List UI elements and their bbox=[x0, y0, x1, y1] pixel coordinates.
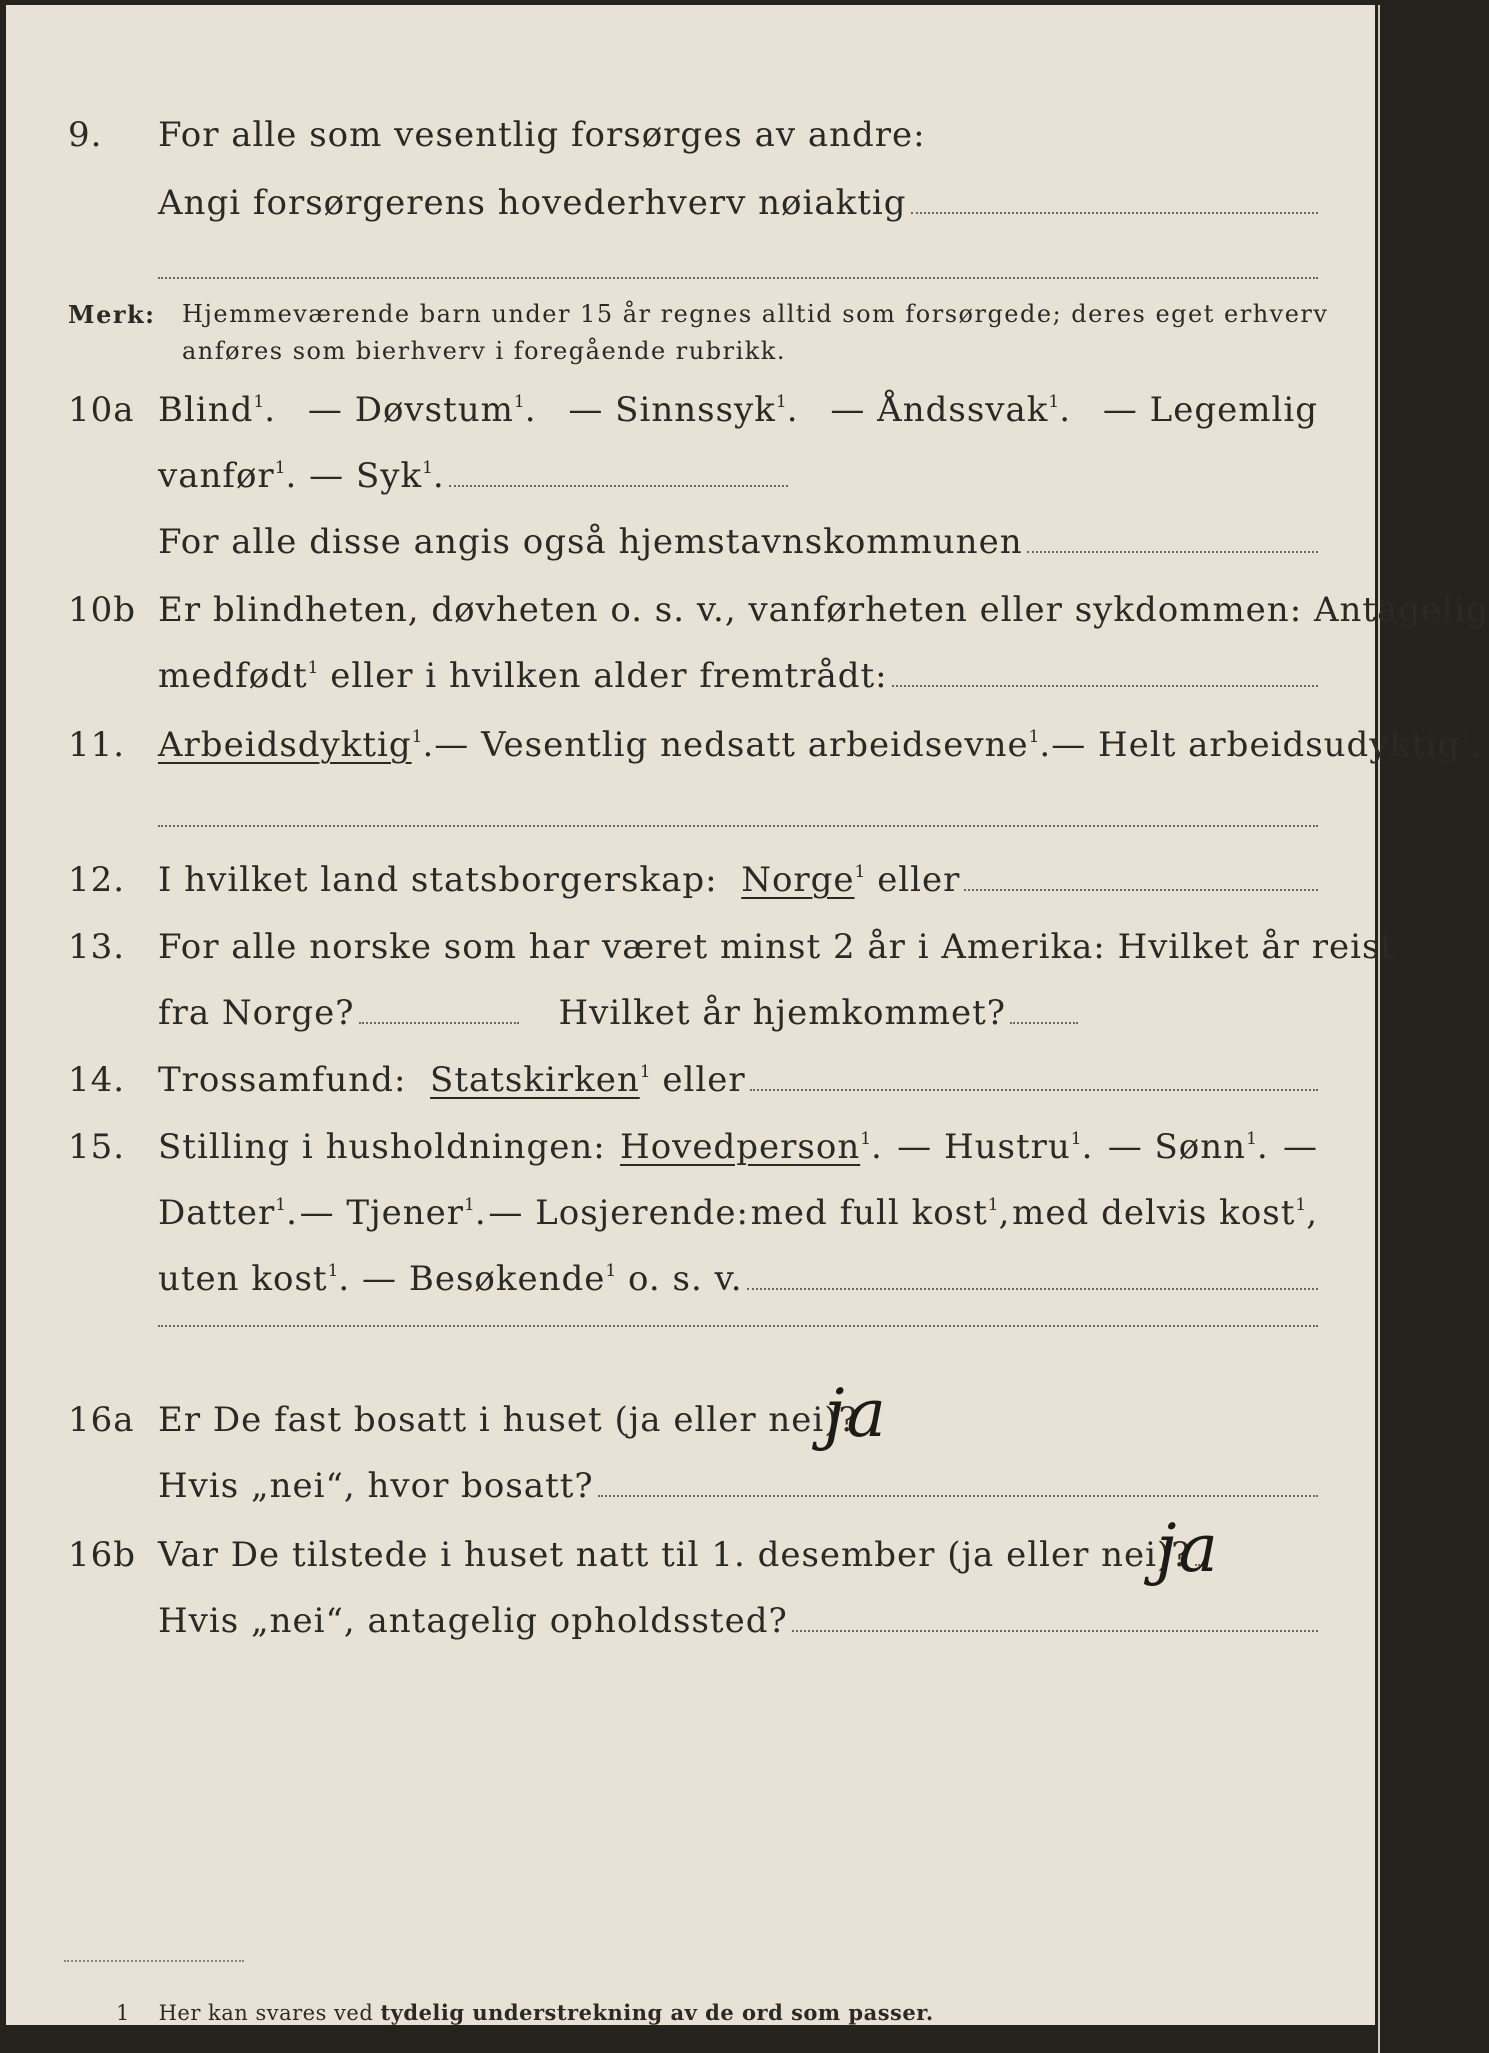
option-eller: eller bbox=[877, 860, 961, 900]
option-datter: Datter$^1$. bbox=[158, 1193, 298, 1233]
question-text: Hvilket år hjemkommet? bbox=[558, 993, 1007, 1033]
census-form-page: 9. For alle som vesentlig forsørges av andre: Angi forsørgerens hovederhverv nøiaktig Merk: Hjemmeværende barn under 15 år regnes alltid som forsørgede; deres eget erhverv anføres som bierhverv i foregående rubrikk. 10a Blind$^1$. — Døvstum$^1$. — Sinnssyk$^1$. — Åndssvak$^1$. — Legemlig vanfør$^1$. — Syk$^1$. For alle disse angis også hjemstavnskommunen 10b Er blindheten, døvheten o. s. v., vanførheten eller sykdommen: Antagelig medfødt$^1$ eller i hvilken alder fremtrådt: 11. Arbeidsdyktig$^1$. — Vesentlig nedsatt arbeidsevne$^1$. — Helt arbeidsudyktig$^1$. 12. I hvilket land statsborgerskap: Norge$^1$ eller 13. For alle norske som har været minst 2 år i Amerika: Hvilket år reist fra Norge? Hvilket år hjemkommet? 14. Trossamfund: Statskirken$^1$ eller 15. Stilling i husholdningen: Hovedperson$^1$. — Hustru$^1$. — Sønn$^1$. — Datter$^1$. — Tjener$^1$. — Losjerende: med full kost$^1$, med delvis kost$^1$, uten kost$^1$. — Besøkende$^1$ o. s. v. 16a Er De fast bosatt i huset (ja eller nei)? Hvis „nei“, hvor bosatt? ja 16b Var De tilstede i huset natt til 1. desember (ja eller nei)? Hvis „nei“, antagelig opholdssted? ja 1 Her kan svares ved tydelig understrekning av de ord som passer. bbox=[6, 5, 1375, 2025]
option-sinnssyk: — Sinnssyk$^1$. bbox=[568, 390, 799, 430]
question-number: 15. bbox=[68, 1127, 126, 1167]
note-label: Merk: bbox=[68, 300, 156, 329]
answer-field[interactable] bbox=[792, 1603, 1318, 1632]
question-text: For alle disse angis også hjemstavnskommunen bbox=[158, 522, 1023, 562]
answer-field[interactable] bbox=[449, 458, 788, 487]
option-arbeidsdyktig: Arbeidsdyktig$^1$. bbox=[158, 725, 435, 765]
answer-field[interactable] bbox=[1027, 524, 1318, 553]
option-medfodt: medfødt$^1$ bbox=[158, 656, 319, 696]
answer-line[interactable] bbox=[158, 1325, 1318, 1327]
footnote-emphasis: tydelig understrekning av de ord som passer. bbox=[380, 2000, 934, 2025]
note-text: Hjemmeværende barn under 15 år regnes alltid som forsørgede; deres eget erhverv bbox=[182, 300, 1329, 328]
handwritten-answer-16b: ja bbox=[1156, 1510, 1220, 1587]
footnote-text: Her kan svares ved bbox=[158, 2001, 374, 2025]
footnote bbox=[116, 2000, 934, 2025]
question-number: 16a bbox=[68, 1400, 135, 1440]
answer-field[interactable] bbox=[1010, 995, 1078, 1024]
question-text: eller i hvilken alder fremtrådt: bbox=[330, 656, 888, 696]
answer-field[interactable] bbox=[964, 862, 1318, 891]
page-edge-line bbox=[1378, 5, 1380, 2053]
question-number: 10b bbox=[68, 590, 137, 630]
answer-line[interactable] bbox=[158, 825, 1318, 827]
option-losjerende: — Losjerende: bbox=[488, 1193, 749, 1233]
option-statskirken: Statskirken$^1$ bbox=[430, 1060, 651, 1100]
option-hovedperson: Hovedperson$^1$. bbox=[620, 1127, 883, 1167]
option-full-kost: med full kost$^1$, bbox=[750, 1193, 1011, 1233]
note-text: anføres som bierhverv i foregående rubrikk. bbox=[182, 337, 786, 365]
question-text: I hvilket land statsborgerskap: bbox=[158, 860, 718, 900]
question-text: Trossamfund: bbox=[158, 1060, 407, 1100]
option-delvis-kost: med delvis kost$^1$, bbox=[1012, 1193, 1318, 1233]
footnote-mark: 1 bbox=[116, 2001, 130, 2025]
question-number: 9. bbox=[68, 115, 103, 155]
question-text: Stilling i husholdningen: bbox=[158, 1127, 606, 1167]
question-text: Hvis „nei“, antagelig opholdssted? bbox=[158, 1601, 788, 1641]
answer-field[interactable] bbox=[911, 185, 1318, 214]
question-text: Hvis „nei“, hvor bosatt? bbox=[158, 1466, 594, 1506]
question-number: 16b bbox=[68, 1535, 137, 1575]
question-text: Er blindheten, døvheten o. s. v., vanførheten eller sykdommen: Antagelig bbox=[158, 590, 1489, 630]
answer-line[interactable] bbox=[158, 277, 1318, 279]
answer-field[interactable] bbox=[747, 1261, 1318, 1290]
question-number: 12. bbox=[68, 860, 126, 900]
question-text: Er De fast bosatt i huset (ja eller nei)? bbox=[158, 1400, 858, 1440]
answer-field[interactable] bbox=[359, 995, 519, 1024]
option-hustru: — Hustru$^1$. bbox=[897, 1127, 1094, 1167]
question-text: For alle som vesentlig forsørges av andre: bbox=[158, 115, 926, 155]
option-syk: — Syk$^1$. bbox=[309, 456, 445, 496]
question-text: Var De tilstede i huset natt til 1. desember (ja eller nei)? bbox=[158, 1535, 1191, 1575]
question-number: 10a bbox=[68, 390, 135, 430]
option-vesentlig-nedsatt: — Vesentlig nedsatt arbeidsevne$^1$. bbox=[434, 725, 1052, 765]
footnote-rule bbox=[64, 1960, 244, 1962]
option-uten-kost: uten kost$^1$. bbox=[158, 1259, 363, 1299]
answer-field[interactable] bbox=[750, 1062, 1318, 1091]
option-eller: eller bbox=[662, 1060, 746, 1100]
question-number: 13. bbox=[68, 927, 126, 967]
option-vanfor: vanfør$^1$. bbox=[158, 456, 310, 496]
option-dovstum: — Døvstum$^1$. bbox=[307, 390, 537, 430]
option-tjener: — Tjener$^1$. bbox=[299, 1193, 487, 1233]
question-text: For alle norske som har været minst 2 år i Amerika: Hvilket år reist bbox=[158, 927, 1396, 967]
question-number: 14. bbox=[68, 1060, 126, 1100]
option-besokende: — Besøkende$^1$ bbox=[362, 1259, 617, 1299]
question-text: Angi forsørgerens hovederhverv nøiaktig bbox=[158, 183, 907, 223]
handwritten-answer-16a: ja bbox=[824, 1375, 888, 1452]
answer-field[interactable] bbox=[598, 1468, 1318, 1497]
question-number: 11. bbox=[68, 725, 126, 765]
option-sonn: — Sønn$^1$. bbox=[1107, 1127, 1269, 1167]
option-blind: Blind$^1$. bbox=[158, 390, 277, 430]
option-legemlig: — Legemlig bbox=[1102, 390, 1318, 430]
option-norge: Norge$^1$ bbox=[741, 860, 866, 900]
question-text: fra Norge? bbox=[158, 993, 355, 1033]
option-andssvak: — Åndssvak$^1$. bbox=[830, 390, 1071, 430]
option-helt-udyktig: — Helt arbeidsudyktig$^1$. bbox=[1051, 725, 1484, 765]
answer-field[interactable] bbox=[892, 658, 1318, 687]
